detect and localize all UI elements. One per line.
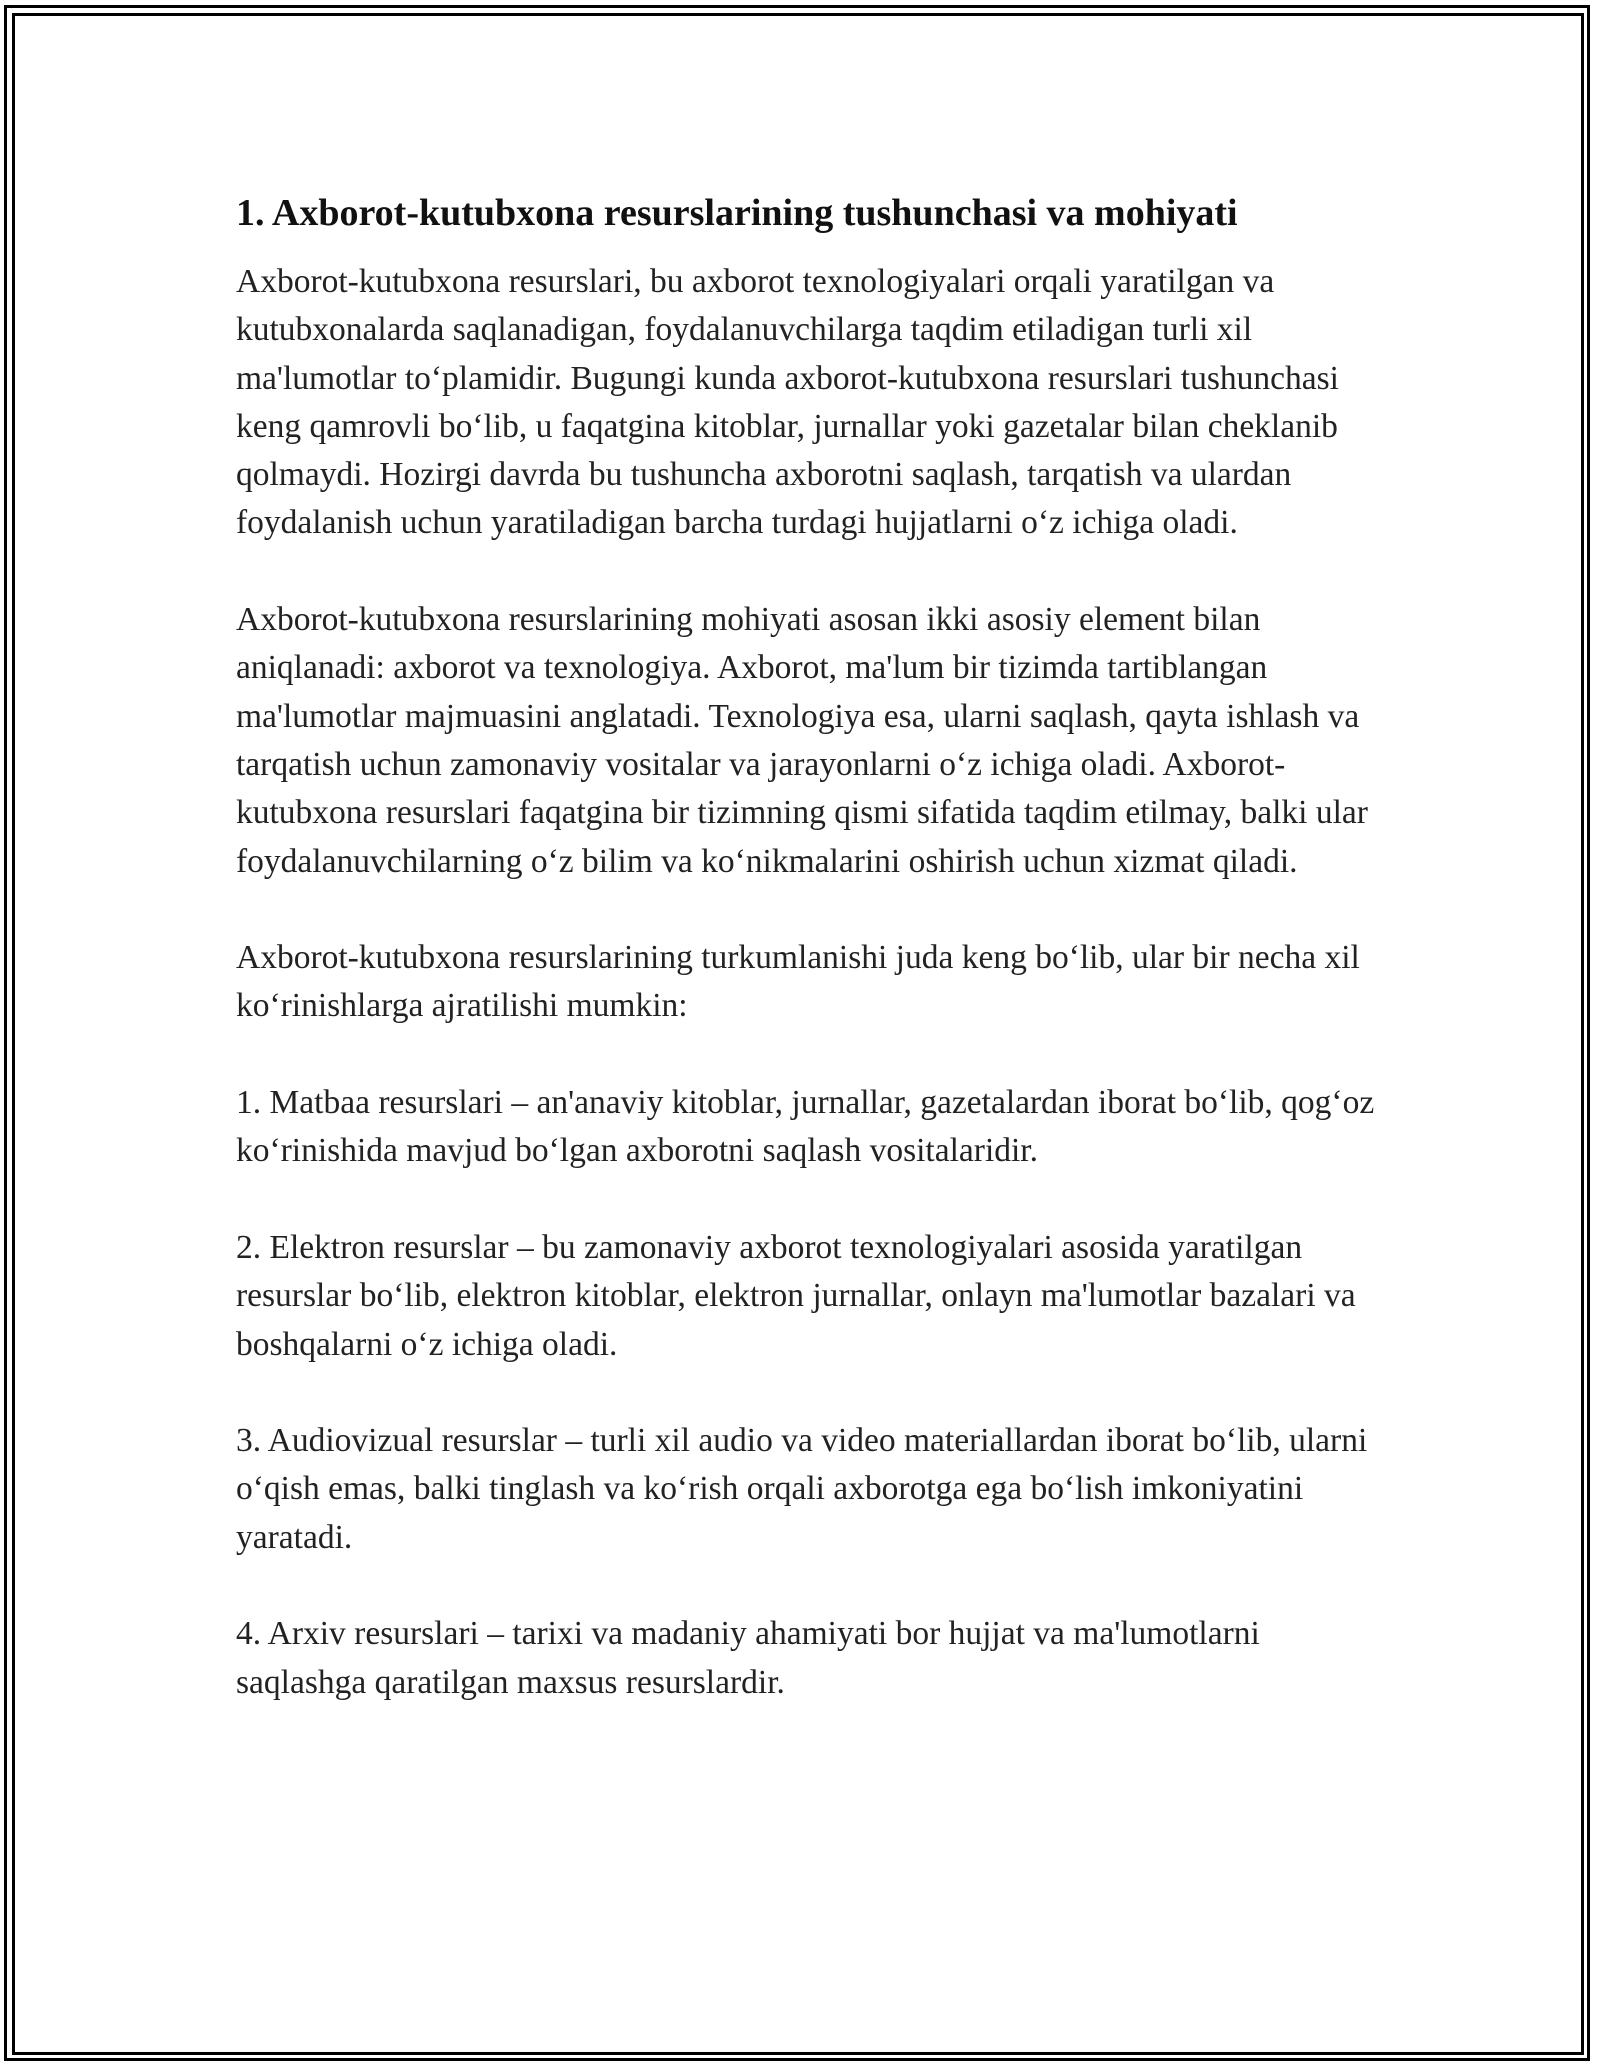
- document-body: [236, 188, 1396, 1755]
- paragraph-classification-intro: Axborot-kutubxona resurslarining turkumlanishi juda keng bo‘lib, ular bir necha xil ko‘rinishlarga ajratilishi mumkin:: [236, 939, 1360, 1025]
- list-item-print-resources: 1. Matbaa resurslari – an'anaviy kitoblar, jurnallar, gazetalardan iborat bo‘lib, qog‘oz ko‘rinishida mavjud bo‘lgan axborotni saqlash vositalaridir.: [236, 1084, 1375, 1170]
- section-heading: 1. Axborot-kutubxona resurslarining tushunchasi va mohiyati: [236, 192, 1238, 234]
- list-item-archive-resources: 4. Arxiv resurslari – tarixi va madaniy ahamiyati bor hujjat va ma'lumotlarni saqlashga qaratilgan maxsus resurslardir.: [236, 1615, 1260, 1701]
- list-item-electronic-resources: 2. Elektron resurslar – bu zamonaviy axborot texnologiyalari asosida yaratilgan resurslar bo‘lib, elektron kitoblar, elektron jurnallar, onlayn ma'lumotlar bazalari va boshqalarni o‘z ichiga oladi.: [236, 1228, 1356, 1363]
- paragraph-definition: Axborot-kutubxona resurslari, bu axborot texnologiyalari orqali yaratilgan va kutubxonalarda saqlanadigan, foydalanuvchilarga taqdim etiladigan turli xil ma'lumotlar to‘plamidir. Bugungi kunda axborot-kutubxona resurslari tushunchasi keng qamrovli bo‘lib, u faqatgina kitoblar, jurnallar yoki gazetalar bilan cheklanib qolmaydi. Hozirgi davrda bu tushuncha axborotni saqlash, tarqatish va ulardan foydalanish uchun yaratiladigan barcha turdagi hujjatlarni o‘z ichiga oladi.: [236, 263, 1339, 542]
- list-item-audiovisual-resources: 3. Audiovizual resurslar – turli xil audio va video materiallardan iborat bo‘lib, ularni o‘qish emas, balki tinglash va ko‘rish orqali axborotga ega bo‘lish imkoniyatini yaratadi.: [236, 1422, 1368, 1556]
- paragraph-essence: Axborot-kutubxona resurslarining mohiyati asosan ikki asosiy element bilan aniqlanadi: axborot va texnologiya. Axborot, ma'lum bir tizimda tartiblangan ma'lumotlar majmuasini anglatadi. Texnologiya esa, ularni saqlash, qayta ishlash va tarqatish uchun zamonaviy vositalar va jarayonlarni o‘z ichiga oladi. Axborot-kutubxona resurslari faqatgina bir tizimning qismi sifatida taqdim etilmay, balki ular foydalanuvchilarning o‘z bilim va ko‘nikmalarini oshirish uchun xizmat qiladi.: [236, 601, 1368, 880]
